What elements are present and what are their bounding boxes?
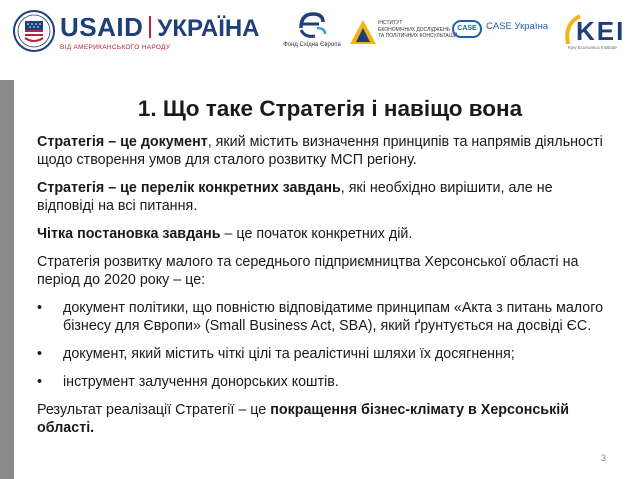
left-accent-bar	[0, 80, 14, 479]
kei-logo	[562, 12, 632, 54]
kei-wordmark: KEI	[576, 16, 626, 46]
slide-body	[37, 133, 612, 447]
paragraph-result	[37, 401, 612, 437]
paragraph-strategy-document	[37, 133, 612, 169]
paragraph-text: Результат реалізації Стратегії – це	[37, 402, 271, 418]
bullet-icon: •	[37, 374, 43, 390]
paragraph-strategy-tasks	[37, 179, 612, 215]
ier-triangle-icon	[348, 18, 378, 46]
page-number: 3	[600, 453, 606, 463]
bullet-icon: •	[37, 300, 43, 316]
logo-strip	[0, 0, 638, 62]
ier-line-3: ТА ПОЛІТИЧНИХ КОНСУЛЬТАЦІЙ	[378, 33, 458, 39]
bold-phrase: покращення бізнес-клімату в Херсонській області.	[37, 402, 569, 436]
foundation-caption: Фонд Східна Європа	[283, 42, 341, 48]
usaid-wordmark: USAID	[60, 11, 144, 42]
bold-phrase: Стратегія – це документ	[37, 134, 208, 150]
ier-logo	[348, 14, 458, 54]
usaid-logo	[12, 8, 260, 54]
bold-phrase: Стратегія – це перелік конкретних завдань	[37, 180, 341, 196]
case-ukraine-logo	[452, 18, 552, 48]
paragraph-task-setting	[37, 225, 612, 243]
list-item	[37, 373, 612, 391]
paragraph-text: – це початок конкретних дій.	[220, 226, 413, 242]
usaid-subtitle: ВІД АМЕРИКАНСЬКОГО НАРОДУ	[60, 43, 171, 51]
logo-divider	[149, 16, 151, 38]
slide-title: 1. Що таке Стратегія і навіщо вона	[137, 96, 523, 121]
ukraina-wordmark: УКРАЇНА	[157, 14, 260, 42]
list-item	[37, 299, 612, 335]
paragraph-text: , який містить визначення принципів та напрямів діяльності щодо створення умов для сталого розвитку МСП регіону.	[37, 134, 603, 168]
list-item-text: документ, який містить чіткі цілі та реалістичні шляхи їх досягнення;	[63, 346, 515, 362]
ier-line-1: ІНСТИТУТ	[378, 20, 403, 26]
foundation-swirl-icon	[295, 10, 329, 40]
case-name: CASE Україна	[486, 21, 549, 32]
list-item-text: інструмент залучення донорських коштів.	[63, 374, 339, 390]
usaid-seal-icon	[12, 9, 56, 53]
kei-subtitle: Kyiv Economics Institute	[568, 45, 617, 50]
list-item-text: документ політики, що повністю відповідатиме принципам «Акта з питань малого бізнесу для Європи» (Small Business Act, SBA), який ґрунтується на досвіді ЄС.	[63, 300, 604, 334]
east-europe-foundation-logo	[282, 10, 342, 56]
list-item	[37, 345, 612, 363]
bold-phrase: Чітка постановка завдань	[37, 226, 221, 242]
bullet-icon: •	[37, 346, 43, 362]
ier-line-2: ЕКОНОМІЧНИХ ДОСЛІДЖЕНЬ	[378, 26, 451, 33]
paragraph-text: , які необхідно вирішити, але не відповіді на всі питання.	[37, 180, 553, 214]
case-badge: CASE	[452, 20, 482, 38]
ier-caption	[378, 20, 457, 40]
paragraph-sme-strategy: Стратегія розвитку малого та середнього підприємництва Херсонської області на період до 2020 року – це:	[37, 254, 579, 288]
